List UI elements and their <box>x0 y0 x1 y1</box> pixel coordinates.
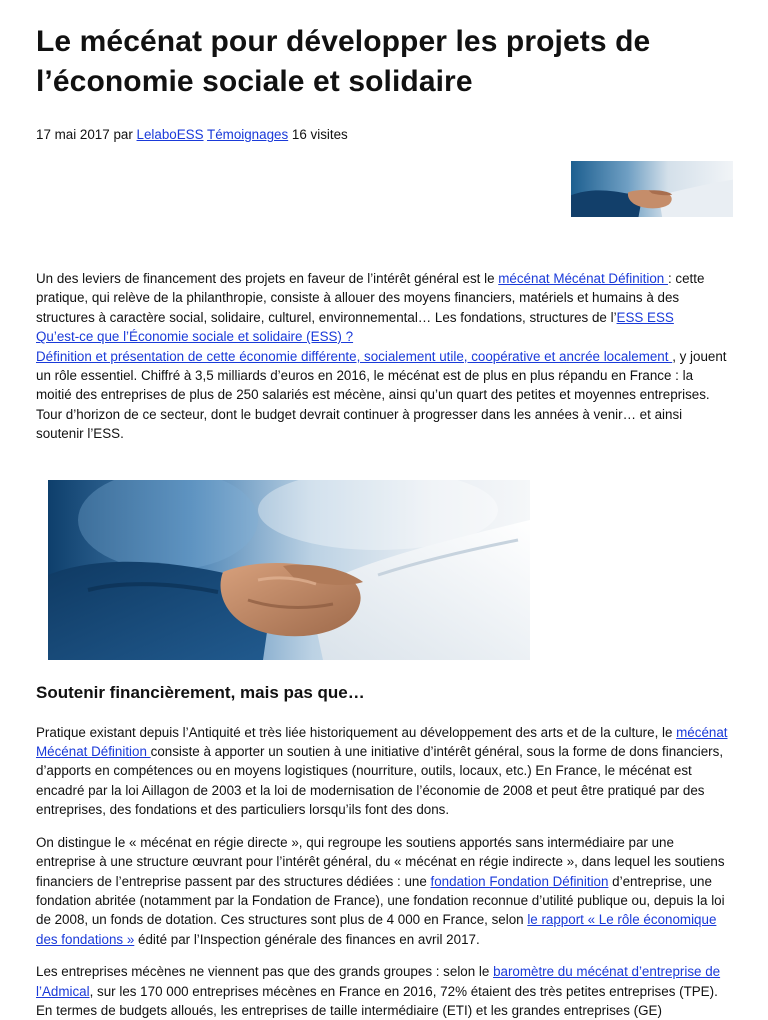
intro-paragraph <box>36 269 732 444</box>
section-heading: Soutenir financièrement, mais pas que… <box>36 682 365 702</box>
p2-text-1: On distingue le « mécénat en régie directe », qui regroupe les soutiens apportés sans intermédiaire par une entreprise à une structure œuvrant pour l’intérêt général, du « mécénat en régie indirecte », dans lequel les soutiens financiers de l’entreprise passent par des structures dédiées : une <box>36 834 725 889</box>
barometre-admical-link[interactable]: baromètre du mécénat d’entreprise de l’Admical <box>36 964 721 999</box>
ess-link-question: Qu’est-ce que l’Économie sociale et solidaire (ESS) ? <box>36 329 354 345</box>
meta-by: par <box>113 127 133 142</box>
visit-count: 16 visites <box>291 127 348 142</box>
mecenat-definition-link[interactable]: mécénat Mécénat Définition <box>498 271 668 286</box>
handshake-hero-image <box>48 480 530 660</box>
ess-link-description: Définition et présentation de cette économie différente, socialement utile, coopérative et ancrée localement <box>36 348 673 364</box>
p2-text-2: d’entreprise, une fondation abritée (notamment par la Fondation de France), une fondation reconnue d’utilité publique ou, depuis la loi de 2008, un fonds de dotation. Ces structures sont plus de 4 000 en France, selon <box>36 873 725 928</box>
mecenat-definition-link-2[interactable]: mécénat Mécénat Définition <box>36 724 728 760</box>
p1-text-2: consiste à apporter un soutien à une initiative d’intérêt général, sous la forme de dons financiers, d’apports en compétences ou en moyens logistiques (nourriture, outils, locaux, etc.) En France, le mécénat est encadré par la loi Aillagon de 2003 et la loi de modernisation de l’économie de 2008 et peut être pratiqué par des entreprises, des fondations et des particuliers lorsqu’ils font des dons. <box>36 744 724 818</box>
ess-link-label: ESS ESS <box>616 309 674 325</box>
category-link[interactable]: Témoignages <box>207 127 289 142</box>
section-paragraph-1 <box>36 723 732 820</box>
intro-text-1: Un des leviers de financement des projets en faveur de l’intérêt général est le <box>36 271 499 286</box>
p2-text-3: édité par l’Inspection générale des finances en avril 2017. <box>134 931 480 947</box>
fondation-definition-link[interactable]: fondation Fondation Définition <box>430 873 609 889</box>
p3-text-2: , sur les 170 000 entreprises mécènes en France en 2016, 72% étaient des très petites entreprises (TPE). En termes de budgets alloués, les entreprises de taille intermédiaire (ETI) et les grandes entreprises (GE) <box>36 983 718 1018</box>
p3-text-1: Les entreprises mécènes ne viennent pas que des grands groupes : selon le <box>36 964 494 980</box>
publish-date: 17 mai 2017 <box>36 127 110 142</box>
intro-text-2: : cette pratique, qui relève de la philanthropie, consiste à allouer des moyens financiers, matériels et humains à des structures à caractère social, solidaire, culturel, environnemental… Les fondations, structures de l’ <box>36 271 705 325</box>
p1-text-1: Pratique existant depuis l’Antiquité et très liée historiquement au développement des arts et de la culture, le <box>36 724 677 740</box>
rapport-fondations-link[interactable]: le rapport « Le rôle économique des fondations » <box>36 912 717 947</box>
handshake-thumbnail-image <box>571 161 733 217</box>
intro-text-3: , y jouent un rôle essentiel. Chiffré à 3,5 milliards d’euros en 2016, le mécénat est de plus en plus répandu en France : la moitié des entreprises de plus de 250 salariés est mécène, ainsi qu’un quart des petites et moyennes entreprises. Tour d’horizon de ce secteur, dont le budget devrait continuer à progresser dans les années à venir… et ainsi soutenir l’ESS. <box>36 348 727 442</box>
section-paragraph-2 <box>36 833 732 949</box>
article-title: Le mécénat pour développer les projets de l’économie sociale et solidaire <box>36 25 651 98</box>
article-meta <box>36 126 732 144</box>
author-link[interactable]: LelaboESS <box>136 127 204 142</box>
thumbnail-row <box>36 161 732 243</box>
section-paragraph-3 <box>36 962 732 1020</box>
